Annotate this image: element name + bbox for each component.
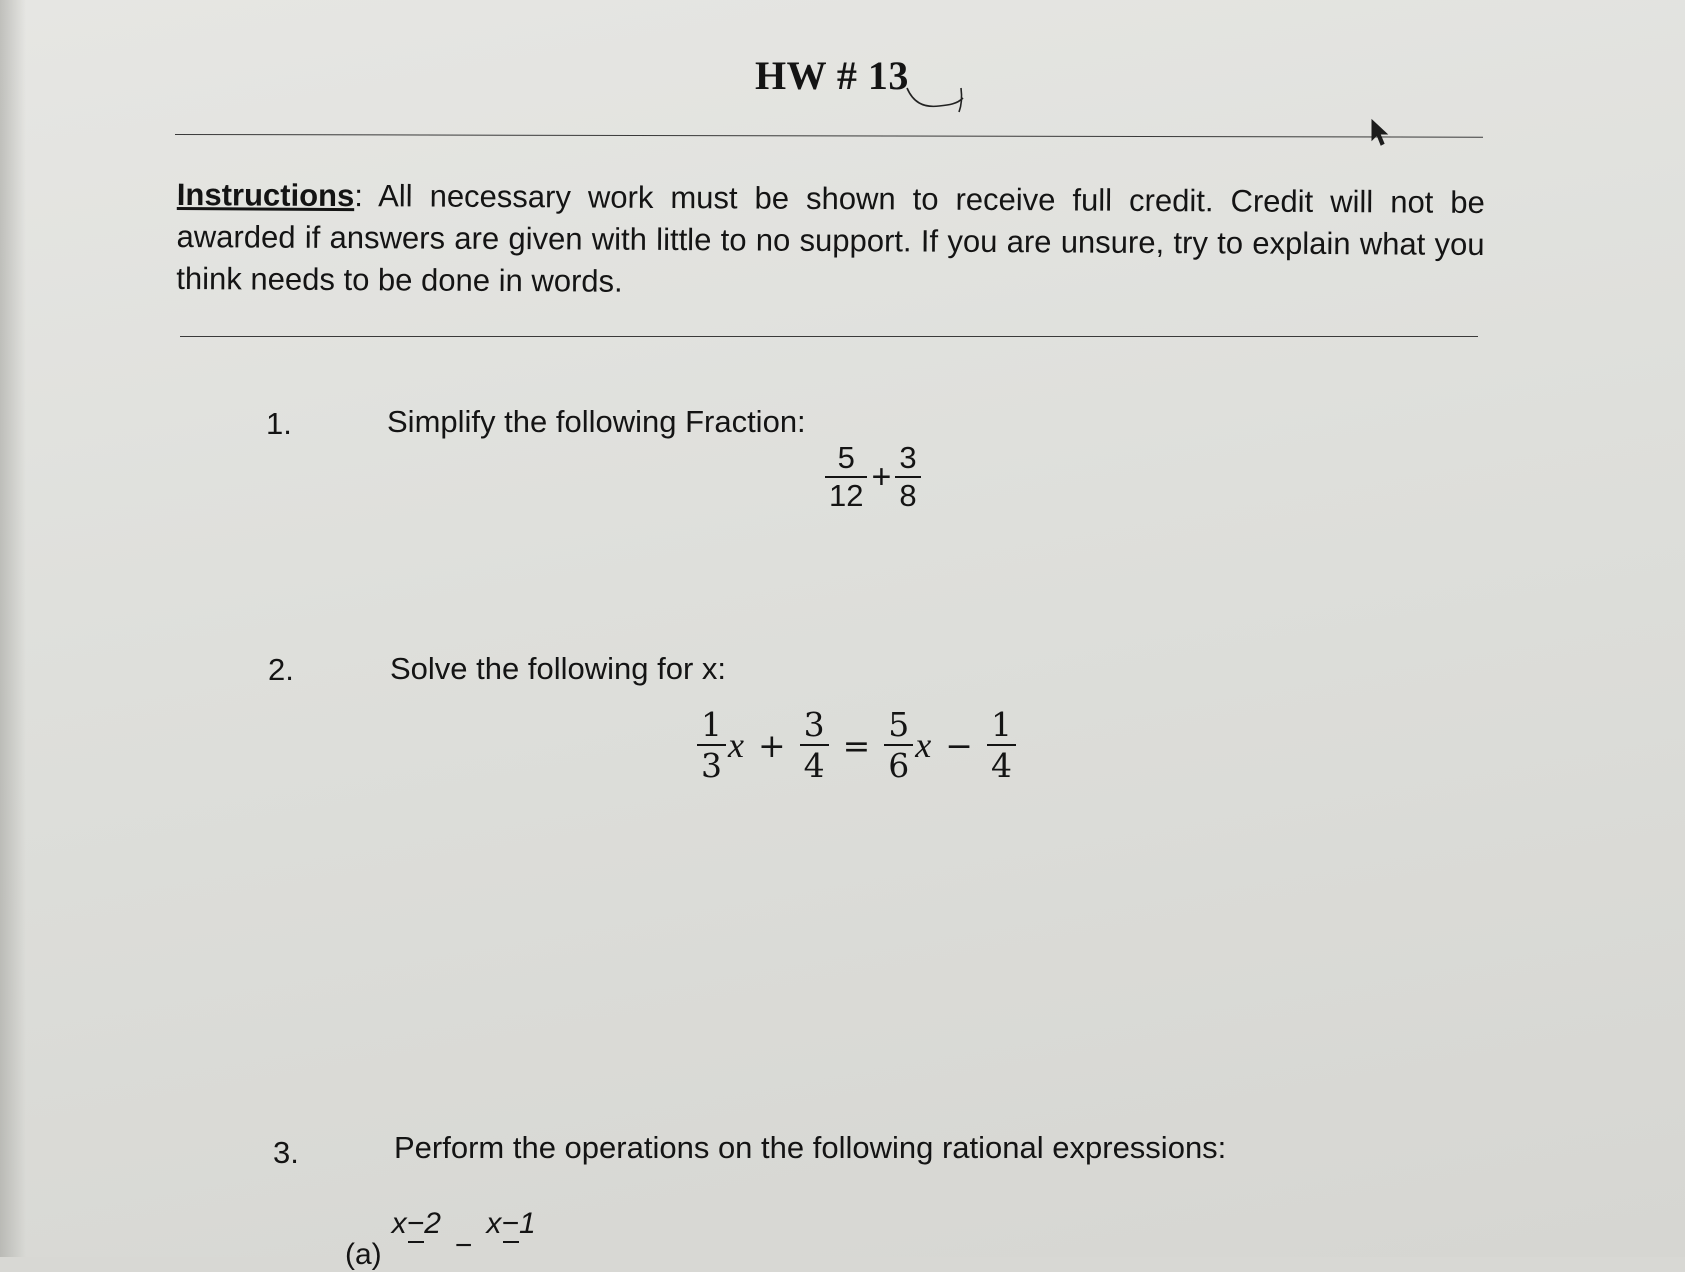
fraction-5-6: $\frac{5}{6}$ [884,705,913,785]
question-3-number: 3. [273,1135,299,1170]
variable-x: x [915,725,932,765]
fraction-x-minus-2: x−2 [388,1207,445,1265]
page-shadow [0,0,26,1257]
question-2-equation [697,705,1016,785]
instructions-label: Instructions [176,176,355,214]
plus-sign: + [871,457,892,496]
fraction-1-4: $\frac{1}{4}$ [987,705,1016,785]
question-2-number: 2. [268,652,294,687]
question-1-expression [825,440,921,514]
fraction-3-4: $\frac{3}{4}$ [800,705,829,785]
plus-sign: + [757,725,786,765]
question-2-prompt: Solve the following for x: [390,651,727,686]
fraction-5-12: $\frac{5}{12}$ [825,440,867,514]
instructions-paragraph [176,174,1485,308]
instructions-divider [180,336,1478,337]
pen-mark-scribble [905,80,975,115]
page-title: HW # 13 [755,53,909,98]
instructions-text: : All necessary work must be shown to receive full credit. Credit will not be awarded if answers are given with little to no support. If you are unsure, try to explain what you think needs to be done in words. [176,178,1485,299]
mouse-pointer-icon [1370,118,1392,148]
fraction-3-8: $\frac{3}{8}$ [895,440,920,514]
question-1-number: 1. [266,406,292,441]
minus-sign: − [454,1229,473,1262]
fraction-1-3: $\frac{1}{3}$ [697,705,726,785]
minus-sign: − [945,725,973,765]
question-3-prompt: Perform the operations on the following rational expressions: [394,1130,1227,1165]
part-label: (a) [345,1238,382,1271]
header-divider [175,134,1483,138]
question-3a-expression [345,1200,540,1272]
equals-sign: = [842,725,871,765]
question-1-prompt: Simplify the following Fraction: [387,404,806,439]
fraction-x-minus-1: x−1 [482,1207,539,1265]
variable-x: x [728,725,744,765]
